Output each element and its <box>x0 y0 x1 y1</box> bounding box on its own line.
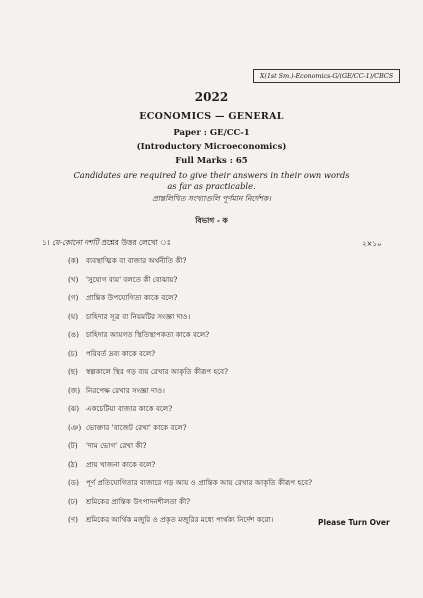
item-text: শ্রমিকের প্রান্তিক উৎপাদনশীলতা কী? <box>86 496 191 506</box>
item-text: একচেটিয়া বাজার কাকে বলে? <box>86 404 173 413</box>
instruction-english-line1: Candidates are required to give their answers in their own words <box>73 170 350 180</box>
list-item <box>68 275 388 294</box>
item-text: পরিবর্ত দ্রব্য কাকে বলে? <box>86 348 156 358</box>
paper-code-box: X(1st Sm.)-Economics-G/(GE/CC-1)/CBCS <box>253 69 400 83</box>
paper-code: Paper : GE/CC-1 <box>173 128 250 138</box>
item-label: (ঢ) <box>68 496 78 506</box>
item-label: (ড) <box>68 478 79 487</box>
list-item <box>68 293 388 312</box>
item-label: (চ) <box>68 348 78 358</box>
item-label: (ঝ) <box>68 404 80 413</box>
list-item <box>68 256 388 275</box>
item-text: 'দাম ভোগ' রেখা কী? <box>86 441 147 450</box>
item-label: (ছ) <box>68 367 78 376</box>
item-text: 'সুযোগ ব্যয়' বলতে কী বোঝায়? <box>86 274 178 284</box>
instruction-english-line2: as far as practicable. <box>167 181 256 191</box>
list-item <box>68 349 388 368</box>
item-text: স্বল্পকালে স্থির গড় ব্যয় রেখার আকৃতি কীরূপ হবে? <box>86 367 228 376</box>
item-text: চাহিদার সূত্র বা নিয়মটির সংজ্ঞা দাও। <box>86 311 191 321</box>
list-item <box>68 497 388 516</box>
question-instruction-rest: প্রশ্নের উত্তর লেখো ঃ <box>101 238 171 247</box>
item-label: (ট) <box>68 441 78 450</box>
item-text: শ্রমিকের আর্থিক মজুরি ও প্রকৃত মজুরির মধ্যে পার্থক্য নির্দেশ করো। <box>86 515 274 524</box>
item-label: (খ) <box>68 274 79 284</box>
question-number: ১। <box>42 238 50 247</box>
item-text: পূর্ণ প্রতিযোগিতার বাজারে গড় আয় ও প্রান্তিক আয় রেখার আকৃতি কীরূপ হবে? <box>86 478 312 487</box>
question-marks: ২×১০ <box>362 240 382 248</box>
instruction-bengali: প্রান্তলিখিত সংখ্যাগুলি পূর্ণমান নির্দেশক। <box>152 194 271 203</box>
instruction-english <box>0 170 423 192</box>
list-item <box>68 441 388 460</box>
item-label: (ণ) <box>68 515 78 524</box>
item-label: (জ) <box>68 385 81 395</box>
item-label: (ঞ) <box>68 422 82 432</box>
list-item <box>68 386 388 405</box>
item-label: (গ) <box>68 293 79 302</box>
subject-title: ECONOMICS — GENERAL <box>139 111 284 122</box>
list-item <box>68 330 388 349</box>
question-heading <box>42 238 171 250</box>
question-items <box>68 256 388 534</box>
section-title: বিভাগ - ক <box>195 216 228 225</box>
item-label: (ক) <box>68 256 79 265</box>
item-text: প্রান্তিক উপযোগিতা কাকে বলে? <box>86 293 178 302</box>
list-item <box>68 367 388 386</box>
list-item <box>68 478 388 497</box>
item-text: ভোক্তার 'বাজেট রেখা' কাকে বলে? <box>86 422 187 432</box>
item-text: চাহিদার আয়গত স্থিতিস্থাপকতা কাকে বলে? <box>86 330 210 339</box>
item-label: (ঘ) <box>68 311 79 321</box>
item-text: ব্যবস্থাত্মিক বা বাজার অর্থনীতি কী? <box>86 256 187 265</box>
list-item <box>68 460 388 479</box>
list-item <box>68 404 388 423</box>
list-item <box>68 312 388 331</box>
question-instruction: যে-কোনো দশটি <box>51 238 99 247</box>
item-label: (ঠ) <box>68 459 78 469</box>
item-label: (ঙ) <box>68 330 79 339</box>
exam-year: 2022 <box>194 90 229 104</box>
paper-title: (Introductory Microeconomics) <box>136 142 287 152</box>
list-item <box>68 423 388 442</box>
please-turn-over: Please Turn Over <box>318 518 390 527</box>
item-text: নিরপেক্ষ রেখার সংজ্ঞা দাও। <box>86 385 165 395</box>
item-text: প্রায় খাজনা কাকে বলে? <box>86 459 156 469</box>
full-marks: Full Marks : 65 <box>175 156 248 166</box>
